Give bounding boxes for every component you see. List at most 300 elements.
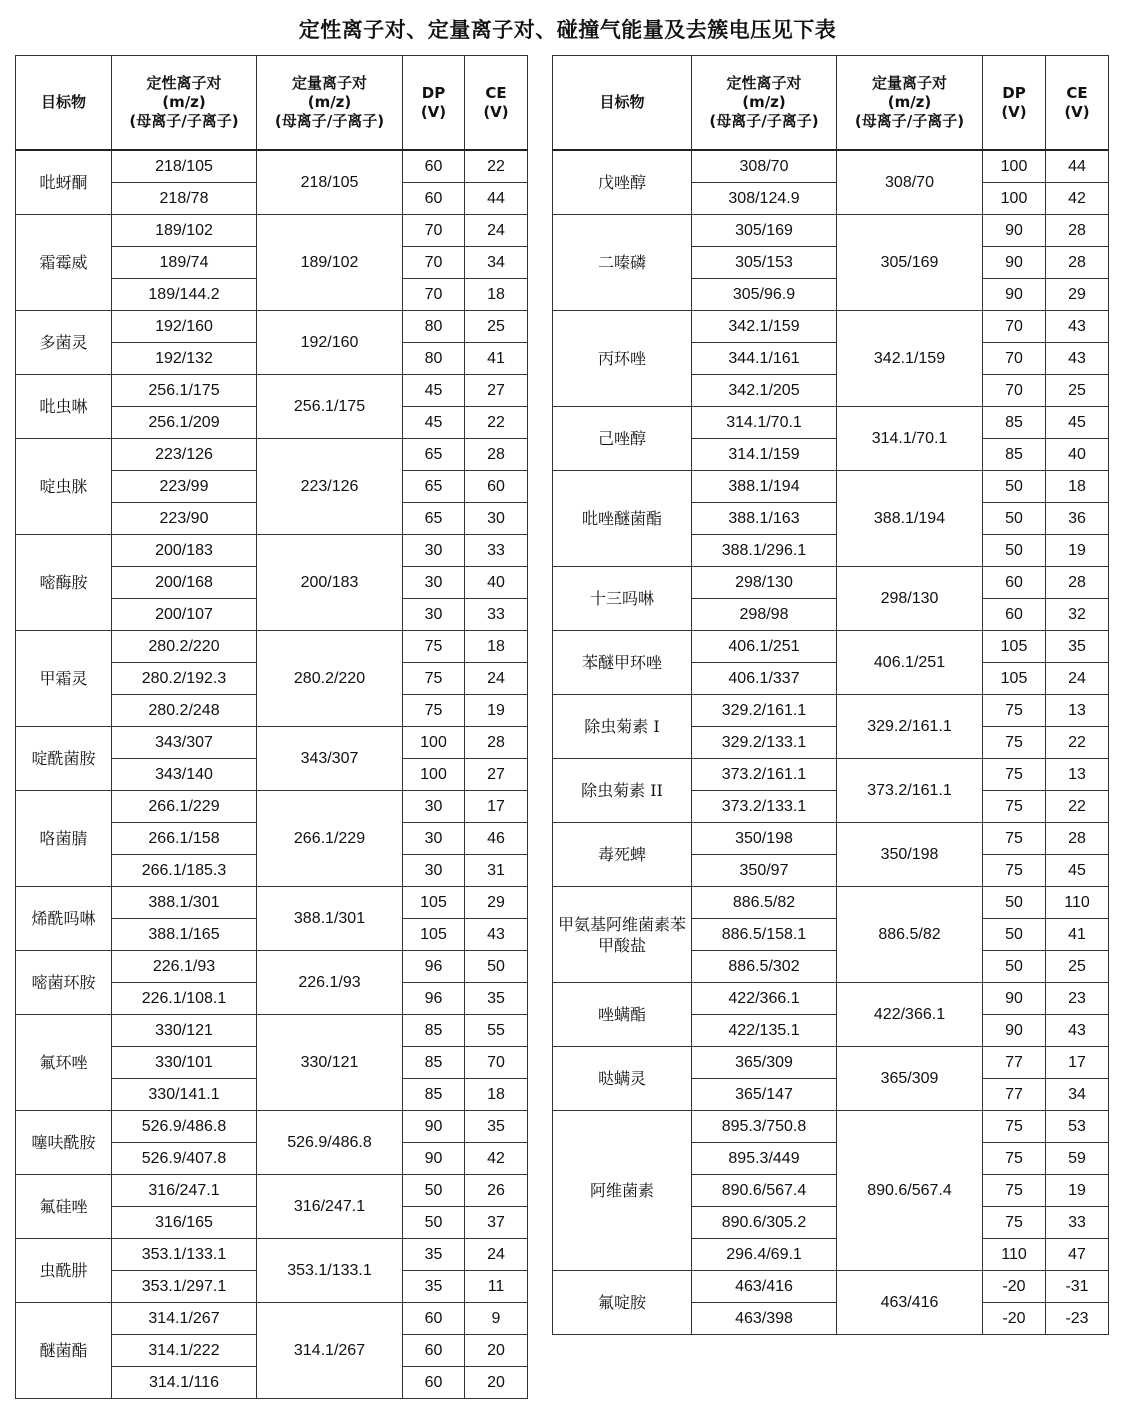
dp-cell: 105	[403, 887, 465, 919]
ce-cell: -23	[1046, 1303, 1109, 1335]
ce-cell: 60	[465, 471, 528, 503]
ce-cell: 33	[465, 535, 528, 567]
quantitative-ion-pair-cell: 316/247.1	[257, 1175, 403, 1239]
dp-cell: 90	[983, 1015, 1046, 1047]
table-row	[553, 215, 1109, 247]
table-row	[553, 1271, 1109, 1303]
qualitative-ion-pair-cell: 189/102	[112, 215, 257, 247]
target-compound-cell: 氟硅唑	[16, 1175, 112, 1239]
qualitative-ion-pair-cell: 365/309	[692, 1047, 837, 1079]
dp-cell: 65	[403, 503, 465, 535]
target-compound-cell: 除虫菊素 II	[553, 759, 692, 823]
target-compound-cell: 己唑醇	[553, 407, 692, 471]
ce-cell: 17	[1046, 1047, 1109, 1079]
dp-cell: 96	[403, 983, 465, 1015]
quantitative-ion-pair-cell: 280.2/220	[257, 631, 403, 727]
dp-cell: 75	[403, 663, 465, 695]
qualitative-ion-pair-cell: 365/147	[692, 1079, 837, 1111]
quantitative-ion-pair-cell: 192/160	[257, 311, 403, 375]
ce-cell: 46	[465, 823, 528, 855]
qualitative-ion-pair-cell: 226.1/108.1	[112, 983, 257, 1015]
qualitative-ion-pair-cell: 305/169	[692, 215, 837, 247]
ce-cell: 40	[1046, 439, 1109, 471]
dp-cell: 85	[983, 439, 1046, 471]
target-compound-cell: 毒死蜱	[553, 823, 692, 887]
dp-cell: 60	[403, 1335, 465, 1367]
quantitative-ion-pair-cell: 266.1/229	[257, 791, 403, 887]
qualitative-ion-pair-cell: 886.5/158.1	[692, 919, 837, 951]
ce-cell: 9	[465, 1303, 528, 1335]
ce-cell: 25	[1046, 951, 1109, 983]
quantitative-ion-pair-cell: 343/307	[257, 727, 403, 791]
table-row	[16, 727, 528, 759]
qualitative-ion-pair-cell: 890.6/567.4	[692, 1175, 837, 1207]
dp-cell: 80	[403, 311, 465, 343]
target-compound-cell: 嘧酶胺	[16, 535, 112, 631]
qualitative-ion-pair-cell: 189/144.2	[112, 279, 257, 311]
ce-cell: 43	[1046, 1015, 1109, 1047]
dp-cell: 75	[983, 759, 1046, 791]
ce-cell: 34	[465, 247, 528, 279]
ce-cell: 35	[1046, 631, 1109, 663]
ce-cell: 18	[465, 631, 528, 663]
qualitative-ion-pair-cell: 189/74	[112, 247, 257, 279]
quantitative-ion-pair-cell: 388.1/301	[257, 887, 403, 951]
dp-cell: 75	[983, 855, 1046, 887]
dp-cell: 45	[403, 407, 465, 439]
qualitative-ion-pair-cell: 886.5/82	[692, 887, 837, 919]
qualitative-ion-pair-cell: 463/398	[692, 1303, 837, 1335]
target-compound-cell: 咯菌腈	[16, 791, 112, 887]
dp-cell: 75	[403, 695, 465, 727]
qualitative-ion-pair-cell: 388.1/165	[112, 919, 257, 951]
qualitative-ion-pair-cell: 526.9/407.8	[112, 1143, 257, 1175]
qualitative-ion-pair-cell: 422/366.1	[692, 983, 837, 1015]
target-compound-cell: 霜霉威	[16, 215, 112, 311]
dp-cell: 105	[983, 663, 1046, 695]
ce-cell: 110	[1046, 887, 1109, 919]
dp-cell: 70	[983, 343, 1046, 375]
table-row	[16, 1303, 528, 1335]
ce-cell: 24	[465, 215, 528, 247]
dp-cell: 30	[403, 567, 465, 599]
qualitative-ion-pair-cell: 329.2/161.1	[692, 695, 837, 727]
dp-cell: 85	[403, 1079, 465, 1111]
dp-cell: 70	[403, 279, 465, 311]
target-compound-cell: 唑螨酯	[553, 983, 692, 1047]
qualitative-ion-pair-cell: 298/130	[692, 567, 837, 599]
ce-cell: 33	[465, 599, 528, 631]
ce-cell: 20	[465, 1335, 528, 1367]
qualitative-ion-pair-cell: 330/141.1	[112, 1079, 257, 1111]
target-compound-cell: 哒螨灵	[553, 1047, 692, 1111]
quantitative-ion-pair-cell: 365/309	[837, 1047, 983, 1111]
quantitative-ion-pair-cell: 526.9/486.8	[257, 1111, 403, 1175]
dp-cell: 90	[403, 1111, 465, 1143]
dp-cell: 65	[403, 439, 465, 471]
table-row	[16, 375, 528, 407]
ce-cell: 17	[465, 791, 528, 823]
dp-cell: 45	[403, 375, 465, 407]
qualitative-ion-pair-cell: 266.1/158	[112, 823, 257, 855]
table-row	[16, 535, 528, 567]
quantitative-ion-pair-cell: 223/126	[257, 439, 403, 535]
quantitative-ion-pair-cell: 422/366.1	[837, 983, 983, 1047]
qualitative-ion-pair-cell: 308/70	[692, 150, 837, 183]
quantitative-ion-pair-cell: 308/70	[837, 150, 983, 215]
dp-cell: 105	[983, 631, 1046, 663]
qualitative-ion-pair-cell: 305/96.9	[692, 279, 837, 311]
dp-cell: 35	[403, 1239, 465, 1271]
table-row	[553, 631, 1109, 663]
dp-cell: 30	[403, 791, 465, 823]
ce-cell: 30	[465, 503, 528, 535]
qualitative-ion-pair-cell: 388.1/301	[112, 887, 257, 919]
qualitative-ion-pair-cell: 373.2/133.1	[692, 791, 837, 823]
dp-cell: 60	[983, 567, 1046, 599]
quantitative-ion-pair-cell: 330/121	[257, 1015, 403, 1111]
qualitative-ion-pair-cell: 218/78	[112, 183, 257, 215]
header-ce: CE (V)	[465, 56, 528, 151]
quantitative-ion-pair-cell: 298/130	[837, 567, 983, 631]
table-row	[553, 407, 1109, 439]
dp-cell: 100	[403, 727, 465, 759]
qualitative-ion-pair-cell: 314.1/159	[692, 439, 837, 471]
qualitative-ion-pair-cell: 342.1/159	[692, 311, 837, 343]
qualitative-ion-pair-cell: 314.1/222	[112, 1335, 257, 1367]
target-compound-cell: 多菌灵	[16, 311, 112, 375]
dp-cell: 65	[403, 471, 465, 503]
header-dp: DP (V)	[983, 56, 1046, 151]
target-compound-cell: 氟环唑	[16, 1015, 112, 1111]
qualitative-ion-pair-cell: 316/247.1	[112, 1175, 257, 1207]
ce-cell: 22	[1046, 791, 1109, 823]
ce-cell: 43	[1046, 311, 1109, 343]
dp-cell: 100	[983, 150, 1046, 183]
target-compound-cell: 甲氨基阿维菌素苯甲酸盐	[553, 887, 692, 983]
ce-cell: 22	[465, 150, 528, 183]
table-row	[553, 695, 1109, 727]
table-row	[553, 759, 1109, 791]
ce-cell: 22	[1046, 727, 1109, 759]
target-compound-cell: 嘧菌环胺	[16, 951, 112, 1015]
table-row	[16, 1239, 528, 1271]
table-row	[553, 1047, 1109, 1079]
ce-cell: 43	[1046, 343, 1109, 375]
qualitative-ion-pair-cell: 343/307	[112, 727, 257, 759]
ce-cell: 11	[465, 1271, 528, 1303]
target-compound-cell: 吡唑醚菌酯	[553, 471, 692, 567]
ce-cell: 35	[465, 983, 528, 1015]
ce-cell: 18	[465, 279, 528, 311]
ce-cell: 42	[465, 1143, 528, 1175]
ce-cell: 27	[465, 759, 528, 791]
dp-cell: 75	[403, 631, 465, 663]
ce-cell: 40	[465, 567, 528, 599]
quantitative-ion-pair-cell: 463/416	[837, 1271, 983, 1335]
qualitative-ion-pair-cell: 895.3/449	[692, 1143, 837, 1175]
ion-pair-table-left	[15, 55, 528, 1399]
table-row	[553, 311, 1109, 343]
qualitative-ion-pair-cell: 223/99	[112, 471, 257, 503]
ce-cell: 47	[1046, 1239, 1109, 1271]
table-row	[16, 1175, 528, 1207]
dp-cell: 75	[983, 1143, 1046, 1175]
dp-cell: 90	[983, 983, 1046, 1015]
qualitative-ion-pair-cell: 388.1/194	[692, 471, 837, 503]
dp-cell: 75	[983, 1175, 1046, 1207]
ce-cell: 70	[465, 1047, 528, 1079]
quantitative-ion-pair-cell: 189/102	[257, 215, 403, 311]
dp-cell: 110	[983, 1239, 1046, 1271]
qualitative-ion-pair-cell: 314.1/267	[112, 1303, 257, 1335]
dp-cell: 60	[403, 183, 465, 215]
ce-cell: 53	[1046, 1111, 1109, 1143]
quantitative-ion-pair-cell: 200/183	[257, 535, 403, 631]
ce-cell: 45	[1046, 407, 1109, 439]
table-row	[553, 983, 1109, 1015]
target-compound-cell: 啶酰菌胺	[16, 727, 112, 791]
table-row	[16, 311, 528, 343]
ce-cell: 35	[465, 1111, 528, 1143]
table-row	[16, 887, 528, 919]
ce-cell: 32	[1046, 599, 1109, 631]
quantitative-ion-pair-cell: 353.1/133.1	[257, 1239, 403, 1303]
qualitative-ion-pair-cell: 296.4/69.1	[692, 1239, 837, 1271]
qualitative-ion-pair-cell: 343/140	[112, 759, 257, 791]
table-header-row	[553, 56, 1109, 151]
header-quantitative-ion-pair: 定量离子对 (m/z) (母离子/子离子)	[257, 56, 403, 151]
target-compound-cell: 二嗪磷	[553, 215, 692, 311]
table-row	[16, 1111, 528, 1143]
qualitative-ion-pair-cell: 223/90	[112, 503, 257, 535]
qualitative-ion-pair-cell: 298/98	[692, 599, 837, 631]
qualitative-ion-pair-cell: 314.1/70.1	[692, 407, 837, 439]
dp-cell: 77	[983, 1047, 1046, 1079]
ce-cell: 19	[465, 695, 528, 727]
dp-cell: 85	[403, 1015, 465, 1047]
qualitative-ion-pair-cell: 895.3/750.8	[692, 1111, 837, 1143]
target-compound-cell: 醚菌酯	[16, 1303, 112, 1399]
ce-cell: 34	[1046, 1079, 1109, 1111]
table-row	[553, 150, 1109, 183]
qualitative-ion-pair-cell: 422/135.1	[692, 1015, 837, 1047]
qualitative-ion-pair-cell: 280.2/192.3	[112, 663, 257, 695]
table-row	[16, 951, 528, 983]
table-row	[553, 823, 1109, 855]
dp-cell: 50	[983, 535, 1046, 567]
qualitative-ion-pair-cell: 886.5/302	[692, 951, 837, 983]
dp-cell: 30	[403, 823, 465, 855]
ce-cell: 31	[465, 855, 528, 887]
qualitative-ion-pair-cell: 388.1/296.1	[692, 535, 837, 567]
dp-cell: 50	[983, 887, 1046, 919]
ce-cell: 33	[1046, 1207, 1109, 1239]
qualitative-ion-pair-cell: 463/416	[692, 1271, 837, 1303]
table-header-row	[16, 56, 528, 151]
dp-cell: 60	[403, 1303, 465, 1335]
header-ce: CE (V)	[1046, 56, 1109, 151]
target-compound-cell: 戊唑醇	[553, 150, 692, 215]
ce-cell: 41	[1046, 919, 1109, 951]
ce-cell: 36	[1046, 503, 1109, 535]
table-row	[16, 215, 528, 247]
qualitative-ion-pair-cell: 316/165	[112, 1207, 257, 1239]
target-compound-cell: 虫酰肼	[16, 1239, 112, 1303]
ce-cell: 28	[465, 439, 528, 471]
dp-cell: 70	[403, 247, 465, 279]
dp-cell: 90	[983, 279, 1046, 311]
table-row	[553, 1111, 1109, 1143]
qualitative-ion-pair-cell: 388.1/163	[692, 503, 837, 535]
qualitative-ion-pair-cell: 353.1/133.1	[112, 1239, 257, 1271]
dp-cell: 90	[983, 247, 1046, 279]
target-compound-cell: 苯醚甲环唑	[553, 631, 692, 695]
header-quantitative-ion-pair: 定量离子对 (m/z) (母离子/子离子)	[837, 56, 983, 151]
qualitative-ion-pair-cell: 266.1/185.3	[112, 855, 257, 887]
dp-cell: 77	[983, 1079, 1046, 1111]
target-compound-cell: 啶虫脒	[16, 439, 112, 535]
dp-cell: 50	[403, 1175, 465, 1207]
dp-cell: 50	[403, 1207, 465, 1239]
ce-cell: 18	[1046, 471, 1109, 503]
dp-cell: 30	[403, 535, 465, 567]
quantitative-ion-pair-cell: 256.1/175	[257, 375, 403, 439]
dp-cell: 96	[403, 951, 465, 983]
dp-cell: 60	[403, 150, 465, 183]
dp-cell: 105	[403, 919, 465, 951]
qualitative-ion-pair-cell: 223/126	[112, 439, 257, 471]
dp-cell: 85	[403, 1047, 465, 1079]
qualitative-ion-pair-cell: 256.1/175	[112, 375, 257, 407]
table-row	[16, 1015, 528, 1047]
qualitative-ion-pair-cell: 342.1/205	[692, 375, 837, 407]
qualitative-ion-pair-cell: 350/97	[692, 855, 837, 887]
qualitative-ion-pair-cell: 200/107	[112, 599, 257, 631]
ce-cell: 25	[465, 311, 528, 343]
dp-cell: 100	[403, 759, 465, 791]
quantitative-ion-pair-cell: 305/169	[837, 215, 983, 311]
ce-cell: 18	[465, 1079, 528, 1111]
qualitative-ion-pair-cell: 218/105	[112, 150, 257, 183]
qualitative-ion-pair-cell: 890.6/305.2	[692, 1207, 837, 1239]
dp-cell: 75	[983, 695, 1046, 727]
target-compound-cell: 噻呋酰胺	[16, 1111, 112, 1175]
ce-cell: 59	[1046, 1143, 1109, 1175]
qualitative-ion-pair-cell: 344.1/161	[692, 343, 837, 375]
ion-pair-table-right	[552, 55, 1109, 1335]
qualitative-ion-pair-cell: 256.1/209	[112, 407, 257, 439]
ce-cell: 28	[465, 727, 528, 759]
dp-cell: -20	[983, 1271, 1046, 1303]
quantitative-ion-pair-cell: 406.1/251	[837, 631, 983, 695]
dp-cell: -20	[983, 1303, 1046, 1335]
ce-cell: 37	[465, 1207, 528, 1239]
ce-cell: 24	[1046, 663, 1109, 695]
header-target: 目标物	[16, 56, 112, 151]
ce-cell: 13	[1046, 695, 1109, 727]
ce-cell: 22	[465, 407, 528, 439]
dp-cell: 30	[403, 599, 465, 631]
ce-cell: 43	[465, 919, 528, 951]
ce-cell: -31	[1046, 1271, 1109, 1303]
ce-cell: 25	[1046, 375, 1109, 407]
qualitative-ion-pair-cell: 350/198	[692, 823, 837, 855]
quantitative-ion-pair-cell: 886.5/82	[837, 887, 983, 983]
qualitative-ion-pair-cell: 226.1/93	[112, 951, 257, 983]
table-row	[553, 567, 1109, 599]
quantitative-ion-pair-cell: 314.1/70.1	[837, 407, 983, 471]
qualitative-ion-pair-cell: 314.1/116	[112, 1367, 257, 1399]
qualitative-ion-pair-cell: 406.1/251	[692, 631, 837, 663]
dp-cell: 35	[403, 1271, 465, 1303]
ce-cell: 28	[1046, 215, 1109, 247]
quantitative-ion-pair-cell: 373.2/161.1	[837, 759, 983, 823]
dp-cell: 90	[403, 1143, 465, 1175]
ce-cell: 23	[1046, 983, 1109, 1015]
qualitative-ion-pair-cell: 330/101	[112, 1047, 257, 1079]
table-row	[16, 791, 528, 823]
ce-cell: 26	[465, 1175, 528, 1207]
qualitative-ion-pair-cell: 200/168	[112, 567, 257, 599]
dp-cell: 50	[983, 919, 1046, 951]
qualitative-ion-pair-cell: 526.9/486.8	[112, 1111, 257, 1143]
ce-cell: 28	[1046, 567, 1109, 599]
ce-cell: 44	[1046, 150, 1109, 183]
dp-cell: 100	[983, 183, 1046, 215]
qualitative-ion-pair-cell: 353.1/297.1	[112, 1271, 257, 1303]
target-compound-cell: 吡虫啉	[16, 375, 112, 439]
dp-cell: 50	[983, 951, 1046, 983]
dp-cell: 75	[983, 1111, 1046, 1143]
qualitative-ion-pair-cell: 266.1/229	[112, 791, 257, 823]
dp-cell: 85	[983, 407, 1046, 439]
header-target: 目标物	[553, 56, 692, 151]
qualitative-ion-pair-cell: 373.2/161.1	[692, 759, 837, 791]
quantitative-ion-pair-cell: 218/105	[257, 150, 403, 215]
ce-cell: 50	[465, 951, 528, 983]
quantitative-ion-pair-cell: 314.1/267	[257, 1303, 403, 1399]
table-row	[16, 150, 528, 183]
dp-cell: 60	[983, 599, 1046, 631]
qualitative-ion-pair-cell: 192/132	[112, 343, 257, 375]
ce-cell: 44	[465, 183, 528, 215]
ce-cell: 45	[1046, 855, 1109, 887]
header-qualitative-ion-pair: 定性离子对 (m/z) (母离子/子离子)	[692, 56, 837, 151]
dp-cell: 90	[983, 215, 1046, 247]
table-row	[16, 439, 528, 471]
ce-cell: 29	[465, 887, 528, 919]
target-compound-cell: 吡蚜酮	[16, 150, 112, 215]
target-compound-cell: 十三吗啉	[553, 567, 692, 631]
dp-cell: 70	[983, 311, 1046, 343]
header-qualitative-ion-pair: 定性离子对 (m/z) (母离子/子离子)	[112, 56, 257, 151]
quantitative-ion-pair-cell: 226.1/93	[257, 951, 403, 1015]
ce-cell: 24	[465, 1239, 528, 1271]
dp-cell: 75	[983, 823, 1046, 855]
ce-cell: 19	[1046, 1175, 1109, 1207]
quantitative-ion-pair-cell: 890.6/567.4	[837, 1111, 983, 1271]
target-compound-cell: 丙环唑	[553, 311, 692, 407]
ce-cell: 19	[1046, 535, 1109, 567]
qualitative-ion-pair-cell: 330/121	[112, 1015, 257, 1047]
quantitative-ion-pair-cell: 329.2/161.1	[837, 695, 983, 759]
qualitative-ion-pair-cell: 280.2/248	[112, 695, 257, 727]
page-title: 定性离子对、定量离子对、碰撞气能量及去簇电压见下表	[298, 18, 837, 42]
table-row	[553, 471, 1109, 503]
quantitative-ion-pair-cell: 350/198	[837, 823, 983, 887]
dp-cell: 70	[403, 215, 465, 247]
